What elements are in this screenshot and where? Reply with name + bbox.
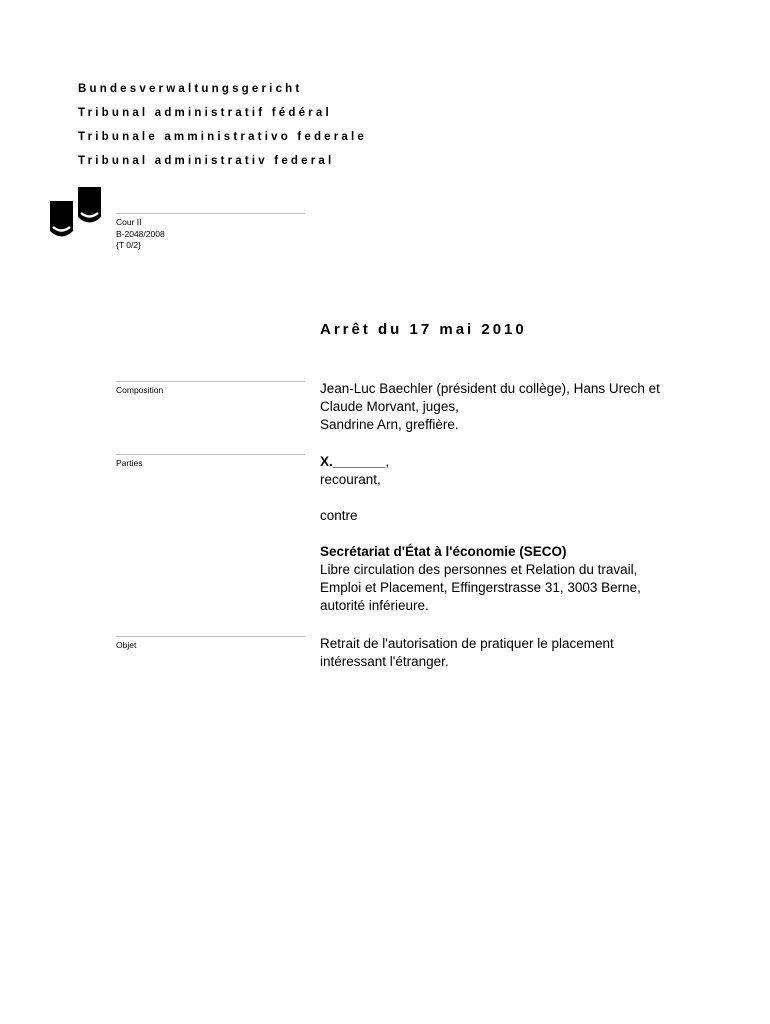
court-name-italian: Tribunale amministrativo federale [78,131,368,143]
court-logo-icon [50,187,102,241]
subject-label: Objet [116,640,137,650]
court-name-romansh: Tribunal administrativ federal [78,155,335,167]
composition-divider [116,381,305,382]
composition-body [320,380,720,434]
parties-body [320,453,720,615]
case-code: {T 0/2} [116,240,141,250]
composition-line: Sandrine Arn, greffière. [320,417,459,432]
parties-label: Parties [116,458,143,468]
composition-label: Composition [116,385,164,395]
subject-line: Retrait de l'autorisation de pratiquer le placement [320,636,614,651]
appellant-line [320,453,720,471]
subject-divider [116,636,305,637]
composition-line: Claude Morvant, juges, [320,399,459,414]
case-number: B-2048/2008 [116,228,165,239]
appellant-role: recourant, [320,472,381,487]
court-name-german: Bundesverwaltungsgericht [78,83,303,95]
court-names-header [78,82,367,178]
respondent-name: Secrétariat d'État à l'économie (SECO) [320,544,567,559]
appellant-name: X._______ [320,454,386,469]
versus-text: contre [320,508,358,523]
composition-line: Jean-Luc Baechler (président du collège), Hans Urech et [320,381,660,396]
case-reference [116,217,165,252]
court-division: Cour II [116,217,142,227]
respondent-line: autorité inférieure. [320,598,429,613]
respondent-line: Libre circulation des personnes et Relation du travail, [320,562,638,577]
subject-line: intéressant l'étranger. [320,654,449,669]
respondent-line: Emploi et Placement, Effingerstrasse 31, 3003 Berne, [320,580,641,595]
reference-divider [116,213,305,214]
judgment-title: Arrêt du 17 mai 2010 [320,321,527,338]
subject-body [320,635,720,671]
court-name-french: Tribunal administratif fédéral [78,107,332,119]
parties-divider [116,454,305,455]
appellant-suffix: , [385,454,390,469]
